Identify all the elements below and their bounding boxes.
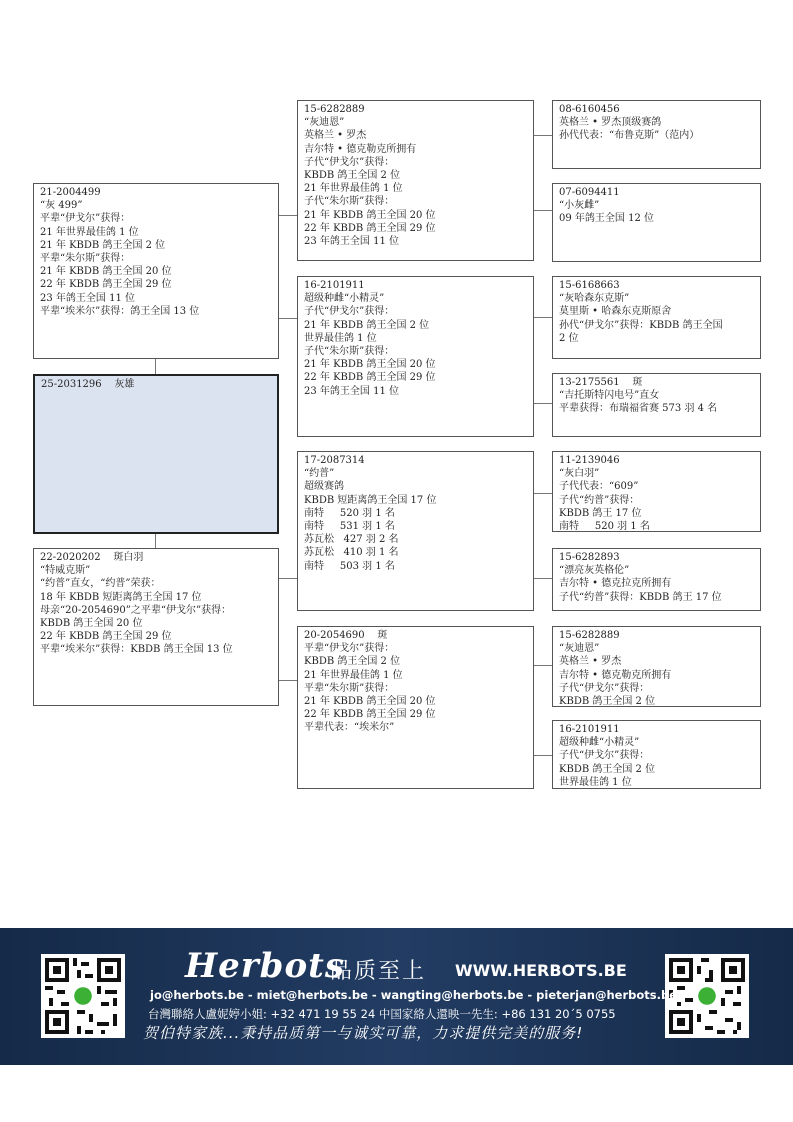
connector-line: [155, 533, 156, 549]
sd-dam-box: [552, 373, 761, 437]
ring-number: 07-6094411: [559, 187, 620, 198]
pedigree-line: “灰迪恩”: [559, 643, 600, 655]
pedigree-line: 平辈“朱尔斯”获得：: [40, 253, 131, 265]
ring-number: 22-2020202 斑白羽: [40, 552, 144, 563]
pedigree-line: 子代“伊戈尔”获得：: [559, 682, 650, 694]
pedigree-line: “漂亮灰英格伦”: [559, 565, 630, 577]
ring-number: 08-6160456: [559, 104, 620, 115]
ss-dam-box: [552, 183, 761, 262]
pedigree-line: KBDB 鸽王全国 2 位: [304, 170, 401, 182]
pedigree-line: “吉托斯特闪电号”直女: [559, 390, 660, 402]
pedigree-line: 21 年 KBDB 鸽王全国 20 位: [304, 209, 436, 221]
pedigree-line: 子代“伊戈尔”获得：: [304, 156, 395, 168]
pedigree-line: 23 年鸽王全国 11 位: [40, 292, 135, 304]
email-contacts[interactable]: jo@herbots.be - miet@herbots.be - wangting@herbots.be - pieterjan@herbots.be: [150, 988, 678, 1002]
pedigree-line: 平辈“埃米尔”获得：KBDB 鸽王全国 13 位: [40, 644, 233, 656]
connector-line: [533, 665, 553, 666]
pedigree-line: 子代代表：“609”: [559, 481, 639, 493]
pedigree-line: 23 年鸽王全国 11 位: [304, 236, 399, 248]
connector-line: [533, 317, 553, 318]
ring-number: 15-6282893: [559, 552, 620, 563]
dd-dam-box: [552, 720, 761, 789]
pedigree-line: 22 年 KBDB 鸽王全国 29 位: [40, 631, 172, 643]
footer-banner: [0, 928, 793, 1065]
dam-box: [33, 548, 279, 706]
pedigree-line: 英格兰 • 罗杰: [304, 130, 367, 142]
pedigree-line: 子代“伊戈尔”获得：: [559, 750, 650, 762]
pedigree-line: 21 年世界最佳鸽 1 位: [304, 183, 403, 195]
pedigree-line: 吉尔特 • 德克拉克所拥有: [559, 578, 672, 590]
pedigree-line: 子代“约普”获得：: [559, 494, 640, 506]
pedigree-line: 莫里斯 • 哈森东克斯原舍: [559, 306, 672, 318]
pedigree-line: 平辈代表：“埃米尔”: [304, 722, 395, 734]
website-link[interactable]: WWW.HERBOTS.BE: [455, 961, 627, 980]
pedigree-line: 子代“伊戈尔”获得：: [304, 306, 395, 318]
pedigree-line: “灰哈森东克斯”: [559, 293, 630, 305]
brand-logo: Herbots: [185, 946, 345, 986]
connector-line: [155, 358, 156, 374]
ring-number: 20-2054690 斑: [304, 630, 388, 641]
sire-box: [33, 183, 279, 359]
brand-slogan: 品质至上: [330, 959, 427, 984]
pedigree-line: “约普”: [304, 468, 335, 480]
pedigree-line: KBDB 鸽王全国 20 位: [40, 618, 143, 630]
pedigree-line: 平辈获得：布瑞福省赛 573 羽 4 名: [559, 403, 718, 415]
pedigree-line: 超级种雌“小精灵”: [559, 737, 640, 749]
pedigree-line: 世界最佳鸽 1 位: [559, 776, 632, 788]
phone-contacts: 台灣聯絡人盧妮婷小姐: +32 471 19 55 24 中国家絡人還映一先生: +86 131 20´5 0755: [148, 1007, 616, 1021]
pedigree-line: 21 年 KBDB 鸽王全国 20 位: [304, 696, 436, 708]
pedigree-line: KBDB 鸽王 17 位: [559, 507, 642, 519]
qr-code-icon: [41, 954, 125, 1038]
pedigree-line: 吉尔特 • 德克勒克所拥有: [559, 669, 672, 681]
pedigree-line: 孙代代表：“布鲁克斯”（范内）: [559, 130, 700, 142]
sire-sire-box: [297, 100, 534, 261]
dam-sire-box: [297, 451, 534, 611]
pedigree-line: 南特 520 羽 1 名: [559, 521, 650, 532]
pedigree-line: “灰白羽”: [559, 468, 600, 480]
ring-number: 16-2101911: [304, 280, 365, 291]
motto: 贺伯特家族...秉持品质第一与诚实可靠，力求提供完美的服务!: [143, 1024, 584, 1042]
ds-sire-box: [552, 451, 761, 532]
ring-number: 16-2101911: [559, 724, 620, 735]
connector-line: [533, 210, 553, 211]
qr-code-icon: [665, 954, 749, 1038]
pedigree-line: 平辈“朱尔斯”获得：: [304, 682, 395, 694]
ring-number: 11-2139046: [559, 455, 620, 466]
ss-sire-box: [552, 100, 761, 169]
pedigree-line: 22 年 KBDB 鸽王全国 29 位: [304, 709, 436, 721]
pedigree-line: “约普”直女，“约普”荣获：: [40, 578, 161, 590]
pedigree-line: 苏瓦松 410 羽 1 名: [304, 547, 399, 559]
connector-line: [278, 215, 298, 216]
pedigree-line: 23 年鸽王全国 11 位: [304, 385, 399, 397]
pedigree-line: 平辈“伊戈尔”获得：: [304, 643, 395, 655]
ring-number: 15-6282889: [304, 104, 365, 115]
ring-number: 13-2175561 斑: [559, 377, 643, 388]
ring-number: 15-6282889: [559, 630, 620, 641]
dd-sire-box: [552, 626, 761, 707]
pedigree-line: 22 年 KBDB 鸽王全国 29 位: [304, 372, 436, 384]
pedigree-line: 超级种雌“小精灵”: [304, 293, 385, 305]
pedigree-line: “灰 499”: [40, 200, 83, 212]
connector-line: [278, 318, 298, 319]
pedigree-line: 平辈“伊戈尔”获得：: [40, 213, 131, 225]
pedigree-line: 南特 520 羽 1 名: [304, 507, 395, 519]
pedigree-line: 21 年 KBDB 鸽王全国 20 位: [40, 266, 172, 278]
connector-line: [533, 135, 553, 136]
pedigree-line: 母亲“20-2054690”之平辈“伊戈尔”获得：: [40, 604, 232, 616]
qr-code-right[interactable]: [665, 954, 749, 1038]
pedigree-line: “小灰雌”: [559, 200, 600, 212]
pedigree-line: 南特 503 羽 1 名: [304, 560, 395, 572]
pedigree-line: KBDB 鸽王全国 2 位: [559, 763, 656, 775]
pedigree-line: 南特 531 羽 1 名: [304, 521, 395, 533]
connector-line: [533, 578, 553, 579]
pedigree-line: 苏瓦松 427 羽 2 名: [304, 534, 399, 546]
connector-line: [278, 578, 298, 579]
pedigree-line: 22 年 KBDB 鸽王全国 29 位: [40, 279, 172, 291]
pedigree-line: 21 年世界最佳鸽 1 位: [304, 669, 403, 681]
pedigree-line: “灰迪恩”: [304, 117, 345, 129]
pedigree-line: 18 年 KBDB 短距离鸽王全国 17 位: [40, 591, 202, 603]
dam-dam-box: [297, 626, 534, 789]
pedigree-line: 孙代“伊戈尔”获得：KBDB 鸽王全国: [559, 319, 723, 331]
ring-number: 17-2087314: [304, 455, 365, 466]
pedigree-line: 子代“约普”获得：KBDB 鸽王 17 位: [559, 591, 722, 603]
connector-line: [533, 403, 553, 404]
pedigree-line: 22 年 KBDB 鸽王全国 29 位: [304, 222, 436, 234]
subject-pigeon-box: [33, 374, 279, 534]
pedigree-line: 09 年鸽王全国 12 位: [559, 213, 654, 225]
connector-line: [278, 680, 298, 681]
pedigree-line: 世界最佳鸽 1 位: [304, 332, 377, 344]
ring-number: 25-2031296 灰雄: [41, 379, 135, 390]
pedigree-line: 21 年 KBDB 鸽王全国 2 位: [304, 319, 430, 331]
sire-dam-box: [297, 276, 534, 437]
ring-number: 21-2004499: [40, 187, 101, 198]
pedigree-line: 子代“朱尔斯”获得：: [304, 346, 395, 358]
sd-sire-box: [552, 276, 761, 359]
connector-line: [533, 493, 553, 494]
pedigree-line: 英格兰 • 罗杰顶级赛鸽: [559, 117, 662, 129]
pedigree-line: KBDB 鸽王全国 2 位: [559, 696, 656, 707]
pedigree-line: 21 年 KBDB 鸽王全国 2 位: [40, 239, 166, 251]
pedigree-line: KBDB 鸽王全国 2 位: [304, 656, 401, 668]
pedigree-line: 英格兰 • 罗杰: [559, 656, 622, 668]
pedigree-line: “特威克斯”: [40, 565, 91, 577]
connector-line: [533, 755, 553, 756]
ds-dam-box: [552, 548, 761, 611]
ring-number: 15-6168663: [559, 280, 620, 291]
pedigree-line: 2 位: [559, 332, 579, 344]
pedigree-line: 平辈“埃米尔”获得：鸽王全国 13 位: [40, 305, 200, 317]
pedigree-line: 吉尔特 • 德克勒克所拥有: [304, 143, 417, 155]
pedigree-line: KBDB 短距离鸽王全国 17 位: [304, 494, 437, 506]
pedigree-line: 21 年 KBDB 鸽王全国 20 位: [304, 359, 436, 371]
qr-code-left[interactable]: [41, 954, 125, 1038]
pedigree-line: 21 年世界最佳鸽 1 位: [40, 226, 139, 238]
pedigree-line: 超级赛鸽: [304, 481, 344, 493]
pedigree-line: 子代“朱尔斯”获得：: [304, 196, 395, 208]
